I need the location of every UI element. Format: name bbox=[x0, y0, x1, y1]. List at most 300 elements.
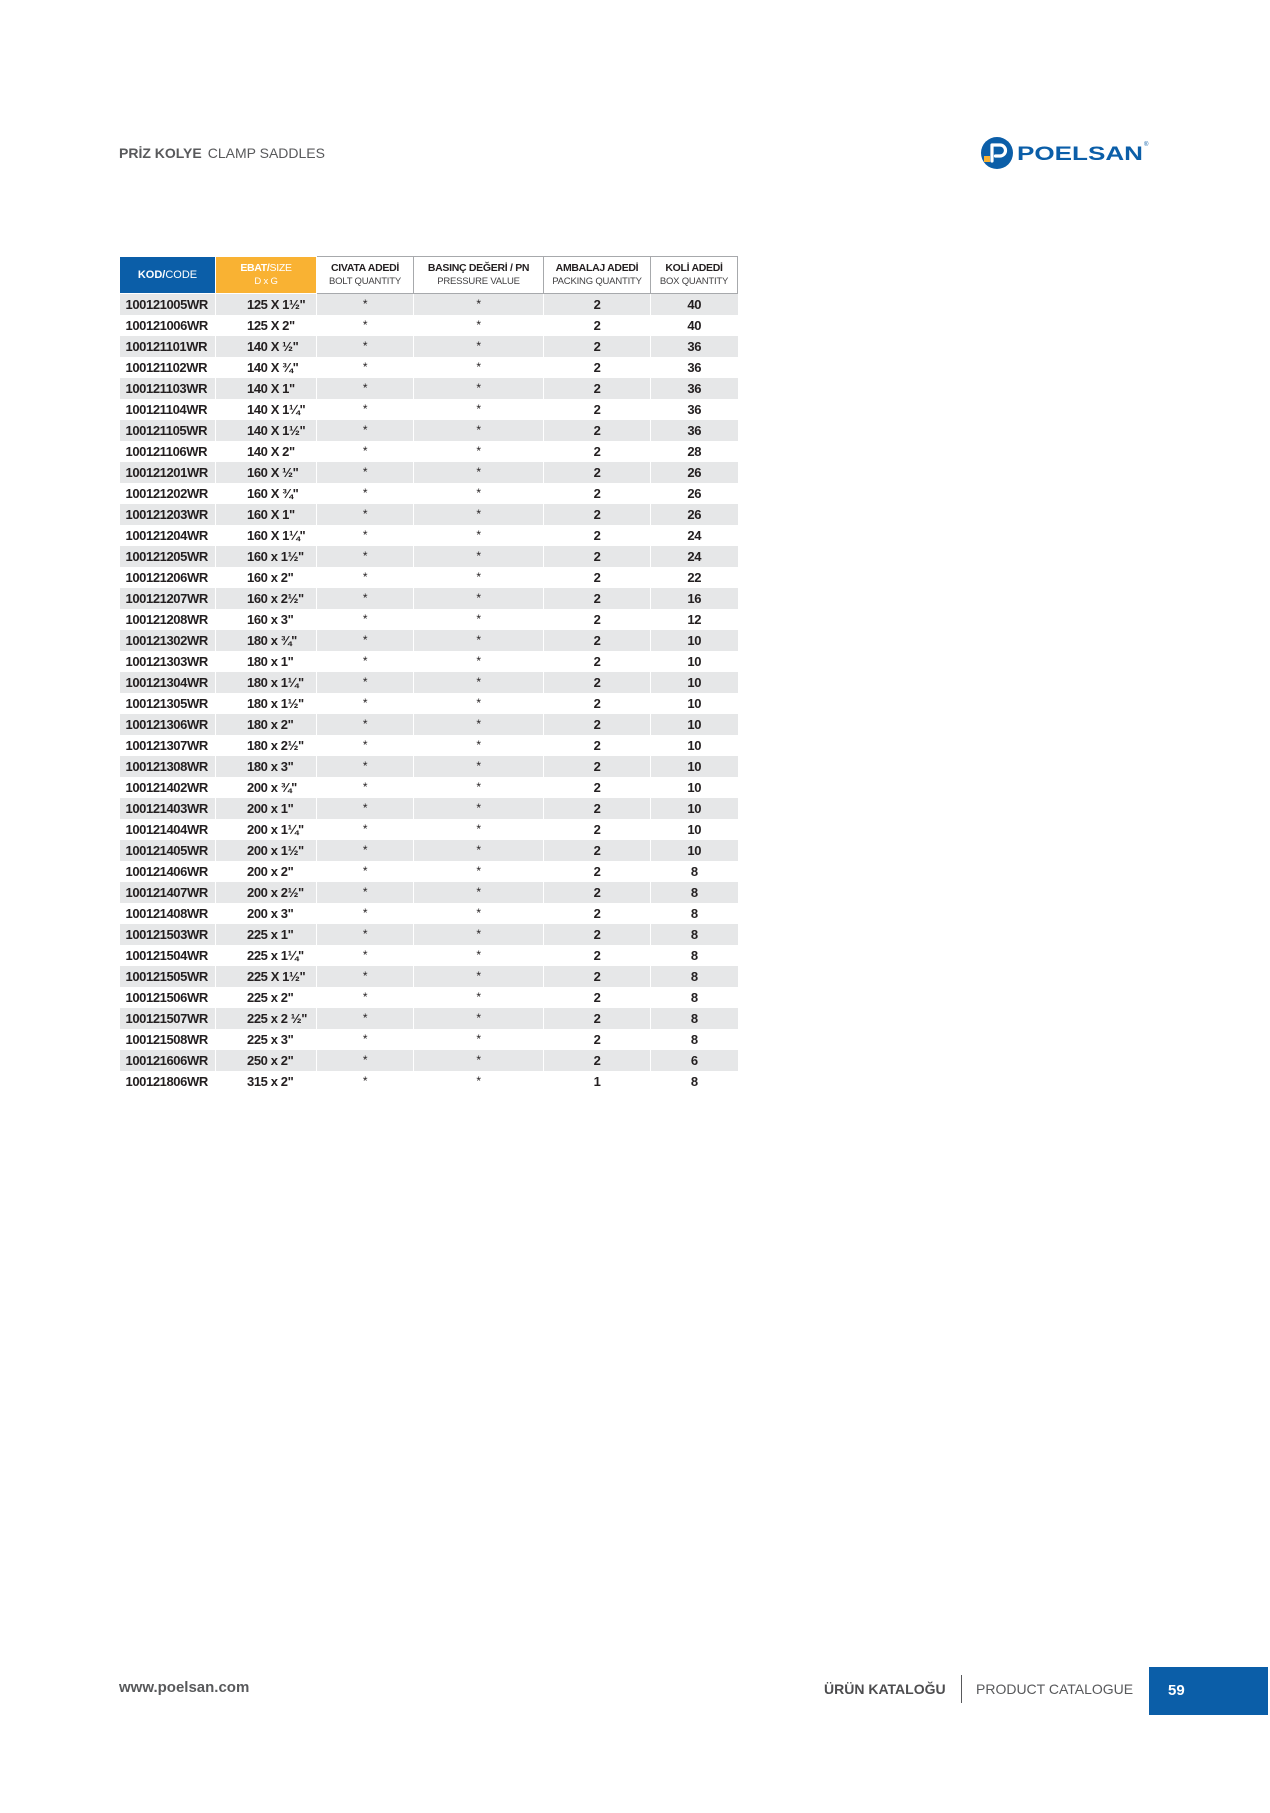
bolt-quantity-cell: * bbox=[317, 336, 414, 357]
pressure-value-cell: * bbox=[414, 819, 544, 840]
size-cell: 160 x 3" bbox=[216, 609, 317, 630]
box-quantity-cell: 10 bbox=[651, 651, 738, 672]
table-row bbox=[120, 672, 738, 693]
bolt-quantity-cell: * bbox=[317, 1071, 414, 1092]
table-row bbox=[120, 777, 738, 798]
bolt-quantity-cell: * bbox=[317, 1008, 414, 1029]
bolt-quantity-cell: * bbox=[317, 588, 414, 609]
table-row bbox=[120, 567, 738, 588]
code-cell: 100121508WR bbox=[125, 1032, 208, 1047]
code-cell: 100121303WR bbox=[125, 654, 208, 669]
pressure-value-cell: * bbox=[414, 672, 544, 693]
packing-quantity-cell: 2 bbox=[544, 567, 651, 588]
box-quantity-cell: 40 bbox=[651, 294, 738, 316]
packing-quantity-cell: 2 bbox=[544, 462, 651, 483]
column-header-packing-quantity-tr: AMBALAJ ADEDİ bbox=[555, 262, 639, 274]
bolt-quantity-cell: * bbox=[317, 378, 414, 399]
box-quantity-cell: 10 bbox=[651, 840, 738, 861]
code-cell: 100121406WR bbox=[125, 864, 208, 879]
size-cell: 315 x 2" bbox=[216, 1071, 317, 1092]
pressure-value-cell: * bbox=[414, 1008, 544, 1029]
column-header-packing-quantity-en: PACKING QUANTITY bbox=[552, 276, 642, 287]
bolt-quantity-cell: * bbox=[317, 462, 414, 483]
code-cell: 100121203WR bbox=[120, 504, 216, 525]
size-cell: 200 x ¾" bbox=[216, 777, 317, 798]
column-header-pressure-value-tr: BASINÇ DEĞERİ / PN bbox=[427, 262, 530, 274]
table-row bbox=[120, 462, 738, 483]
bolt-quantity-cell: * bbox=[317, 567, 414, 588]
packing-quantity-cell: 2 bbox=[544, 987, 651, 1008]
column-header-size-sub: D x G bbox=[254, 276, 278, 287]
box-quantity-cell: 40 bbox=[651, 315, 738, 336]
logo-registered-mark: ® bbox=[1144, 142, 1149, 148]
packing-quantity-cell: 2 bbox=[544, 777, 651, 798]
code-cell: 100121806WR bbox=[125, 1074, 208, 1089]
table-row bbox=[120, 924, 738, 945]
table-row bbox=[120, 735, 738, 756]
pressure-value-cell: * bbox=[414, 1071, 544, 1092]
packing-quantity-cell: 2 bbox=[544, 588, 651, 609]
bolt-quantity-cell: * bbox=[317, 651, 414, 672]
code-cell: 100121101WR bbox=[120, 336, 216, 357]
table-row bbox=[120, 504, 738, 525]
column-header-code-tr: KOD/ bbox=[137, 269, 166, 281]
size-cell: 180 x 1½" bbox=[216, 693, 317, 714]
packing-quantity-cell: 2 bbox=[544, 315, 651, 336]
packing-quantity-cell: 2 bbox=[544, 903, 651, 924]
size-cell: 160 X 1¼" bbox=[216, 525, 317, 546]
page-title-en: CLAMP SADDLES bbox=[207, 145, 325, 161]
size-cell: 225 x 1¼" bbox=[216, 945, 317, 966]
box-quantity-cell: 36 bbox=[651, 336, 738, 357]
table-row bbox=[120, 1071, 738, 1092]
packing-quantity-cell: 2 bbox=[544, 966, 651, 987]
table-row bbox=[120, 315, 738, 336]
column-header-size-tr: EBAT/ bbox=[240, 262, 270, 274]
page-title-tr: PRİZ KOLYE bbox=[119, 145, 202, 161]
column-header-code-en: CODE bbox=[165, 269, 198, 281]
code-cell: 100121405WR bbox=[120, 840, 216, 861]
table-row bbox=[120, 882, 738, 903]
code-cell: 100121504WR bbox=[125, 948, 208, 963]
poelsan-logo-mark-icon bbox=[981, 137, 1013, 169]
table-row bbox=[120, 588, 738, 609]
packing-quantity-cell: 2 bbox=[544, 819, 651, 840]
code-cell: 100121402WR bbox=[125, 780, 208, 795]
code-cell: 100121507WR bbox=[120, 1008, 216, 1029]
code-cell: 100121308WR bbox=[120, 756, 216, 777]
size-cell: 180 x 2½" bbox=[216, 735, 317, 756]
code-cell: 100121403WR bbox=[120, 798, 216, 819]
bolt-quantity-cell: * bbox=[317, 546, 414, 567]
code-cell: 100121404WR bbox=[125, 822, 208, 837]
bolt-quantity-cell: * bbox=[317, 924, 414, 945]
column-header-bolt-quantity bbox=[317, 257, 414, 294]
pressure-value-cell: * bbox=[414, 294, 544, 316]
size-cell: 225 X 1½" bbox=[216, 966, 317, 987]
code-cell: 100121006WR bbox=[125, 318, 208, 333]
packing-quantity-cell: 2 bbox=[544, 546, 651, 567]
table-row bbox=[120, 819, 738, 840]
table-row bbox=[120, 525, 738, 546]
size-cell: 160 X ½" bbox=[216, 462, 317, 483]
code-cell: 100121606WR bbox=[120, 1050, 216, 1071]
code-cell: 100121304WR bbox=[120, 672, 216, 693]
box-quantity-cell: 24 bbox=[651, 525, 738, 546]
bolt-quantity-cell: * bbox=[317, 630, 414, 651]
size-cell: 180 x ¾" bbox=[216, 630, 317, 651]
packing-quantity-cell: 2 bbox=[544, 945, 651, 966]
bolt-quantity-cell: * bbox=[317, 840, 414, 861]
packing-quantity-cell: 2 bbox=[544, 336, 651, 357]
size-cell: 160 X ¾" bbox=[216, 483, 317, 504]
box-quantity-cell: 8 bbox=[651, 987, 738, 1008]
table-row bbox=[120, 651, 738, 672]
packing-quantity-cell: 2 bbox=[544, 693, 651, 714]
page-number: 59 bbox=[1168, 1682, 1185, 1699]
box-quantity-cell: 36 bbox=[651, 399, 738, 420]
box-quantity-cell: 24 bbox=[651, 546, 738, 567]
column-header-size-en: SIZE bbox=[269, 262, 292, 274]
size-cell: 125 X 2" bbox=[216, 315, 317, 336]
pressure-value-cell: * bbox=[414, 966, 544, 987]
pressure-value-cell: * bbox=[414, 924, 544, 945]
packing-quantity-cell: 2 bbox=[544, 504, 651, 525]
packing-quantity-cell: 2 bbox=[544, 630, 651, 651]
poelsan-logo bbox=[979, 133, 1151, 173]
pressure-value-cell: * bbox=[414, 861, 544, 882]
pressure-value-cell: * bbox=[414, 903, 544, 924]
column-header-size bbox=[216, 257, 317, 294]
bolt-quantity-cell: * bbox=[317, 714, 414, 735]
table-header-row bbox=[120, 257, 738, 294]
size-cell: 250 x 2" bbox=[216, 1050, 317, 1071]
table-row bbox=[120, 1050, 738, 1071]
bolt-quantity-cell: * bbox=[317, 1029, 414, 1050]
column-header-pressure-value bbox=[414, 257, 544, 294]
box-quantity-cell: 10 bbox=[651, 798, 738, 819]
size-cell: 200 x 3" bbox=[216, 903, 317, 924]
pressure-value-cell: * bbox=[414, 462, 544, 483]
packing-quantity-cell: 2 bbox=[544, 525, 651, 546]
table-row bbox=[120, 798, 738, 819]
bolt-quantity-cell: * bbox=[317, 798, 414, 819]
table-row bbox=[120, 840, 738, 861]
code-cell: 100121106WR bbox=[125, 444, 208, 459]
pressure-value-cell: * bbox=[414, 651, 544, 672]
table-row bbox=[120, 441, 738, 462]
bolt-quantity-cell: * bbox=[317, 504, 414, 525]
packing-quantity-cell: 2 bbox=[544, 1050, 651, 1071]
code-cell: 100121207WR bbox=[120, 588, 216, 609]
packing-quantity-cell: 2 bbox=[544, 861, 651, 882]
table-row bbox=[120, 1029, 738, 1050]
packing-quantity-cell: 2 bbox=[544, 672, 651, 693]
pressure-value-cell: * bbox=[414, 840, 544, 861]
box-quantity-cell: 26 bbox=[651, 462, 738, 483]
footer-website: www.poelsan.com bbox=[119, 1679, 250, 1696]
size-cell: 200 x 1¼" bbox=[216, 819, 317, 840]
packing-quantity-cell: 2 bbox=[544, 1029, 651, 1050]
logo-wordmark: POELSAN bbox=[1017, 144, 1143, 165]
bolt-quantity-cell: * bbox=[317, 525, 414, 546]
code-cell: 100121202WR bbox=[125, 486, 208, 501]
packing-quantity-cell: 2 bbox=[544, 735, 651, 756]
code-cell: 100121201WR bbox=[120, 462, 216, 483]
bolt-quantity-cell: * bbox=[317, 672, 414, 693]
pressure-value-cell: * bbox=[414, 525, 544, 546]
box-quantity-cell: 8 bbox=[651, 966, 738, 987]
box-quantity-cell: 26 bbox=[651, 504, 738, 525]
box-quantity-cell: 8 bbox=[651, 924, 738, 945]
pressure-value-cell: * bbox=[414, 1029, 544, 1050]
bolt-quantity-cell: * bbox=[317, 315, 414, 336]
box-quantity-cell: 8 bbox=[651, 1029, 738, 1050]
pressure-value-cell: * bbox=[414, 609, 544, 630]
bolt-quantity-cell: * bbox=[317, 861, 414, 882]
table-row bbox=[120, 987, 738, 1008]
packing-quantity-cell: 2 bbox=[544, 378, 651, 399]
bolt-quantity-cell: * bbox=[317, 777, 414, 798]
box-quantity-cell: 10 bbox=[651, 756, 738, 777]
bolt-quantity-cell: * bbox=[317, 819, 414, 840]
packing-quantity-cell: 2 bbox=[544, 441, 651, 462]
bolt-quantity-cell: * bbox=[317, 609, 414, 630]
packing-quantity-cell: 2 bbox=[544, 1008, 651, 1029]
box-quantity-cell: 10 bbox=[651, 777, 738, 798]
box-quantity-cell: 8 bbox=[651, 882, 738, 903]
pressure-value-cell: * bbox=[414, 420, 544, 441]
box-quantity-cell: 28 bbox=[651, 441, 738, 462]
pressure-value-cell: * bbox=[414, 693, 544, 714]
box-quantity-cell: 10 bbox=[651, 672, 738, 693]
bolt-quantity-cell: * bbox=[317, 399, 414, 420]
bolt-quantity-cell: * bbox=[317, 294, 414, 316]
box-quantity-cell: 10 bbox=[651, 714, 738, 735]
pressure-value-cell: * bbox=[414, 882, 544, 903]
packing-quantity-cell: 2 bbox=[544, 609, 651, 630]
column-header-packing-quantity bbox=[544, 257, 651, 294]
box-quantity-cell: 10 bbox=[651, 735, 738, 756]
table-row bbox=[120, 378, 738, 399]
bolt-quantity-cell: * bbox=[317, 1050, 414, 1071]
bolt-quantity-cell: * bbox=[317, 987, 414, 1008]
table-row bbox=[120, 945, 738, 966]
bolt-quantity-cell: * bbox=[317, 966, 414, 987]
column-header-box-quantity-en: BOX QUANTITY bbox=[659, 276, 729, 287]
table-row bbox=[120, 861, 738, 882]
pressure-value-cell: * bbox=[414, 336, 544, 357]
column-header-bolt-quantity-en: BOLT QUANTITY bbox=[328, 276, 401, 287]
box-quantity-cell: 12 bbox=[651, 609, 738, 630]
footer-divider bbox=[961, 1675, 962, 1703]
size-cell: 200 x 2½" bbox=[216, 882, 317, 903]
packing-quantity-cell: 1 bbox=[544, 1071, 651, 1092]
box-quantity-cell: 10 bbox=[651, 819, 738, 840]
table-row bbox=[120, 336, 738, 357]
pressure-value-cell: * bbox=[414, 546, 544, 567]
page-title bbox=[119, 145, 325, 161]
packing-quantity-cell: 2 bbox=[544, 840, 651, 861]
code-cell: 100121204WR bbox=[125, 528, 208, 543]
size-cell: 180 x 1" bbox=[216, 651, 317, 672]
size-cell: 200 x 1½" bbox=[216, 840, 317, 861]
pressure-value-cell: * bbox=[414, 441, 544, 462]
size-cell: 225 x 1" bbox=[216, 924, 317, 945]
page-number-box bbox=[1149, 1667, 1268, 1715]
pressure-value-cell: * bbox=[414, 588, 544, 609]
footer-catalogue-en: PRODUCT CATALOGUE bbox=[976, 1681, 1134, 1697]
code-cell: 100121506WR bbox=[125, 990, 208, 1005]
box-quantity-cell: 8 bbox=[651, 945, 738, 966]
code-cell: 100121305WR bbox=[125, 696, 208, 711]
bolt-quantity-cell: * bbox=[317, 882, 414, 903]
code-cell: 100121505WR bbox=[120, 966, 216, 987]
table-row bbox=[120, 399, 738, 420]
size-cell: 200 x 2" bbox=[216, 861, 317, 882]
size-cell: 180 x 3" bbox=[216, 756, 317, 777]
packing-quantity-cell: 2 bbox=[544, 798, 651, 819]
code-cell: 100121102WR bbox=[125, 360, 208, 375]
table-row bbox=[120, 609, 738, 630]
table-row bbox=[120, 420, 738, 441]
size-cell: 160 x 2½" bbox=[216, 588, 317, 609]
size-cell: 200 x 1" bbox=[216, 798, 317, 819]
table-row bbox=[120, 966, 738, 987]
code-cell: 100121208WR bbox=[125, 612, 208, 627]
box-quantity-cell: 8 bbox=[651, 1071, 738, 1092]
code-cell: 100121307WR bbox=[125, 738, 208, 753]
box-quantity-cell: 22 bbox=[651, 567, 738, 588]
table-row bbox=[120, 630, 738, 651]
size-cell: 140 X 1" bbox=[216, 378, 317, 399]
table-row bbox=[120, 546, 738, 567]
packing-quantity-cell: 2 bbox=[544, 357, 651, 378]
footer-catalogue-tr: ÜRÜN KATALOĞU bbox=[824, 1681, 946, 1697]
box-quantity-cell: 10 bbox=[651, 693, 738, 714]
size-cell: 140 X 2" bbox=[216, 441, 317, 462]
size-cell: 225 x 2 ½" bbox=[216, 1008, 317, 1029]
bolt-quantity-cell: * bbox=[317, 903, 414, 924]
pressure-value-cell: * bbox=[414, 1050, 544, 1071]
code-cell: 100121306WR bbox=[120, 714, 216, 735]
code-cell: 100121503WR bbox=[120, 924, 216, 945]
code-cell: 100121408WR bbox=[125, 906, 208, 921]
size-cell: 160 x 1½" bbox=[216, 546, 317, 567]
size-cell: 160 X 1" bbox=[216, 504, 317, 525]
column-header-pressure-value-en: PRESSURE VALUE bbox=[437, 276, 520, 287]
bolt-quantity-cell: * bbox=[317, 420, 414, 441]
pressure-value-cell: * bbox=[414, 735, 544, 756]
pressure-value-cell: * bbox=[414, 777, 544, 798]
bolt-quantity-cell: * bbox=[317, 693, 414, 714]
table-row bbox=[120, 756, 738, 777]
pressure-value-cell: * bbox=[414, 714, 544, 735]
packing-quantity-cell: 2 bbox=[544, 756, 651, 777]
code-cell: 100121205WR bbox=[120, 546, 216, 567]
clamp-saddles-table bbox=[119, 256, 738, 1092]
code-cell: 100121407WR bbox=[120, 882, 216, 903]
bolt-quantity-cell: * bbox=[317, 945, 414, 966]
size-cell: 180 x 2" bbox=[216, 714, 317, 735]
packing-quantity-cell: 2 bbox=[544, 714, 651, 735]
table-row bbox=[120, 1008, 738, 1029]
box-quantity-cell: 8 bbox=[651, 1008, 738, 1029]
pressure-value-cell: * bbox=[414, 756, 544, 777]
column-header-box-quantity bbox=[651, 257, 738, 294]
pressure-value-cell: * bbox=[414, 399, 544, 420]
pressure-value-cell: * bbox=[414, 357, 544, 378]
size-cell: 225 x 2" bbox=[216, 987, 317, 1008]
code-cell: 100121103WR bbox=[120, 378, 216, 399]
packing-quantity-cell: 2 bbox=[544, 651, 651, 672]
pressure-value-cell: * bbox=[414, 504, 544, 525]
box-quantity-cell: 10 bbox=[651, 630, 738, 651]
bolt-quantity-cell: * bbox=[317, 756, 414, 777]
table-header bbox=[120, 257, 738, 294]
box-quantity-cell: 6 bbox=[651, 1050, 738, 1071]
table-body bbox=[120, 294, 738, 1093]
box-quantity-cell: 8 bbox=[651, 861, 738, 882]
packing-quantity-cell: 2 bbox=[544, 924, 651, 945]
code-cell: 100121206WR bbox=[125, 570, 208, 585]
box-quantity-cell: 36 bbox=[651, 357, 738, 378]
bolt-quantity-cell: * bbox=[317, 441, 414, 462]
table-row bbox=[120, 294, 738, 316]
table-row bbox=[120, 357, 738, 378]
packing-quantity-cell: 2 bbox=[544, 483, 651, 504]
pressure-value-cell: * bbox=[414, 315, 544, 336]
pressure-value-cell: * bbox=[414, 567, 544, 588]
box-quantity-cell: 36 bbox=[651, 378, 738, 399]
box-quantity-cell: 36 bbox=[651, 420, 738, 441]
pressure-value-cell: * bbox=[414, 630, 544, 651]
table-row bbox=[120, 903, 738, 924]
packing-quantity-cell: 2 bbox=[544, 294, 651, 316]
bolt-quantity-cell: * bbox=[317, 483, 414, 504]
code-cell: 100121302WR bbox=[120, 630, 216, 651]
size-cell: 180 x 1¼" bbox=[216, 672, 317, 693]
table-row bbox=[120, 714, 738, 735]
size-cell: 225 x 3" bbox=[216, 1029, 317, 1050]
box-quantity-cell: 16 bbox=[651, 588, 738, 609]
box-quantity-cell: 8 bbox=[651, 903, 738, 924]
size-cell: 140 X 1½" bbox=[216, 420, 317, 441]
packing-quantity-cell: 2 bbox=[544, 882, 651, 903]
pressure-value-cell: * bbox=[414, 945, 544, 966]
column-header-bolt-quantity-tr: CIVATA ADEDİ bbox=[331, 262, 399, 274]
column-header-code bbox=[120, 257, 216, 294]
bolt-quantity-cell: * bbox=[317, 735, 414, 756]
table-row bbox=[120, 483, 738, 504]
box-quantity-cell: 26 bbox=[651, 483, 738, 504]
size-cell: 160 x 2" bbox=[216, 567, 317, 588]
bolt-quantity-cell: * bbox=[317, 357, 414, 378]
packing-quantity-cell: 2 bbox=[544, 420, 651, 441]
size-cell: 140 X ½" bbox=[216, 336, 317, 357]
size-cell: 125 X 1½" bbox=[216, 294, 317, 316]
pressure-value-cell: * bbox=[414, 483, 544, 504]
code-cell: 100121005WR bbox=[120, 294, 216, 316]
size-cell: 140 X ¾" bbox=[216, 357, 317, 378]
column-header-box-quantity-tr: KOLİ ADEDİ bbox=[665, 262, 723, 274]
table-row bbox=[120, 693, 738, 714]
size-cell: 140 X 1¼" bbox=[216, 399, 317, 420]
code-cell: 100121104WR bbox=[125, 402, 208, 417]
pressure-value-cell: * bbox=[414, 378, 544, 399]
pressure-value-cell: * bbox=[414, 798, 544, 819]
code-cell: 100121105WR bbox=[120, 420, 216, 441]
